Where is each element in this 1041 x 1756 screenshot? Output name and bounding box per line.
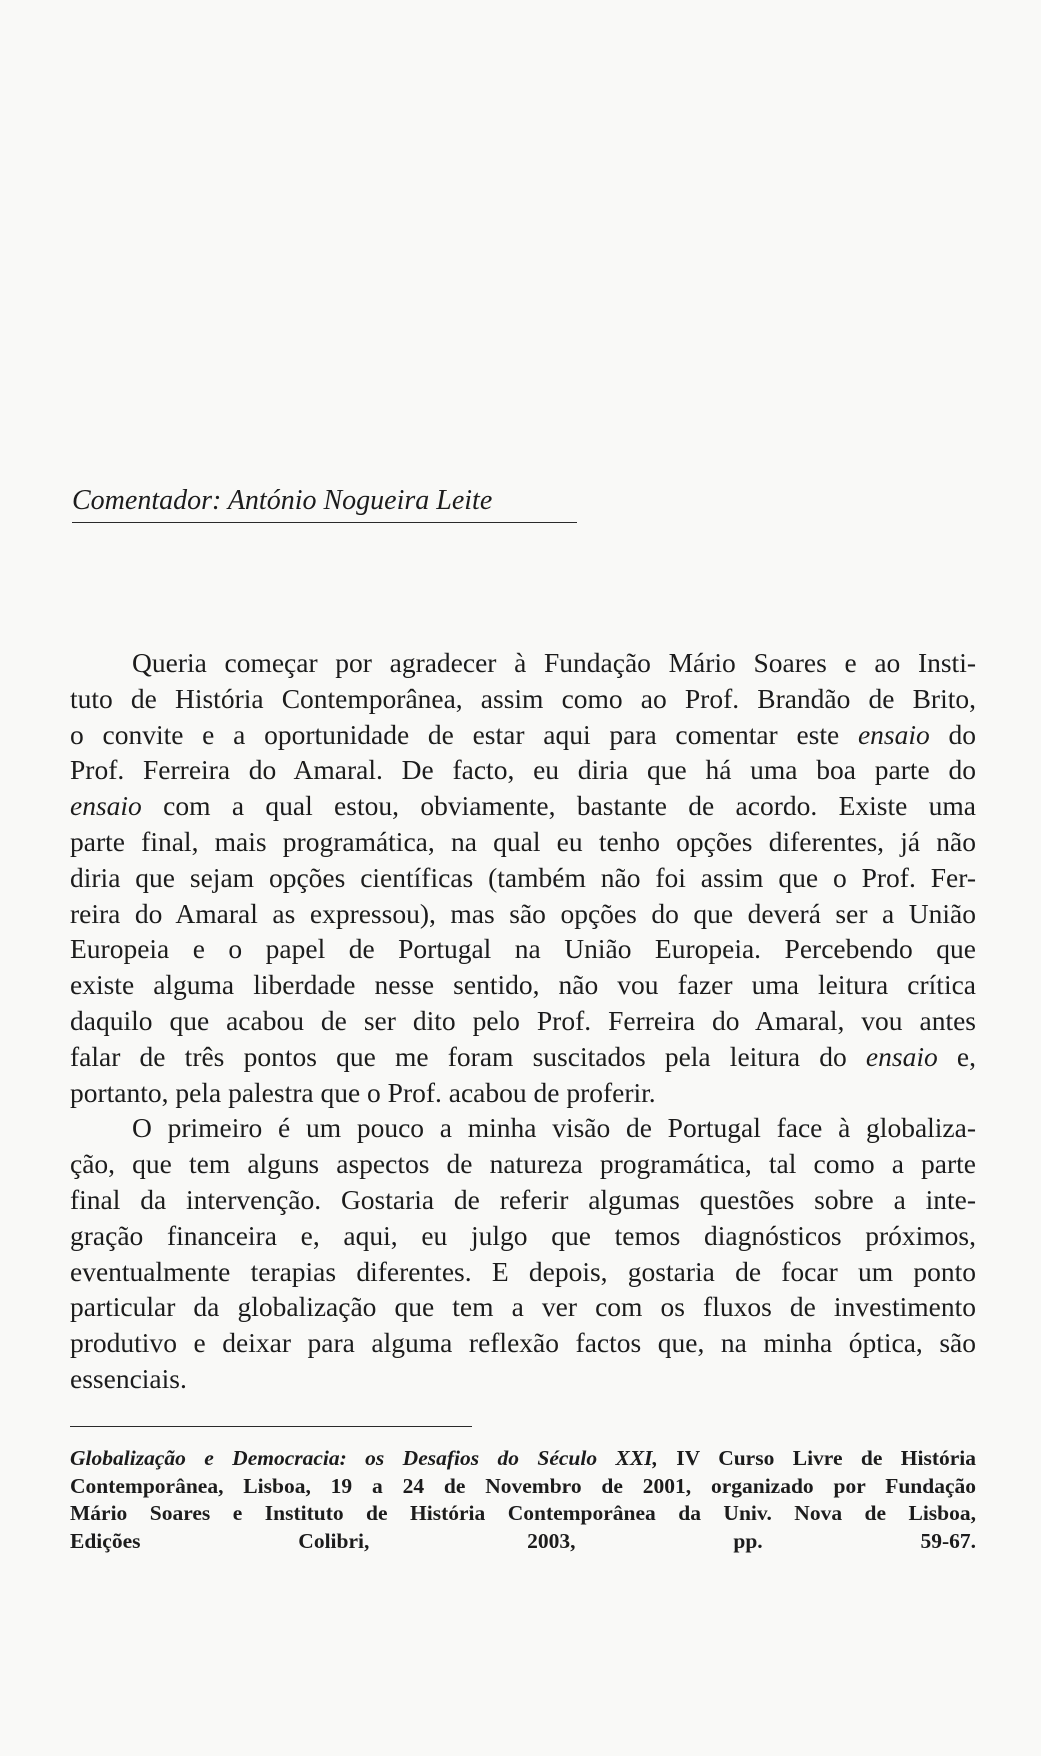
emphasis-word: ensaio	[70, 790, 142, 822]
emphasis-word: ensaio	[857, 718, 930, 750]
body-line: final da intervenção. Gostaria de referir algumas questões sobre a inte-	[70, 1183, 976, 1215]
footnote-line: Contemporânea, Lisboa, 19 a 24 de Novembro de 2001, organizado por Fundação	[70, 1473, 976, 1498]
footnote-line: Edições Colibri, 2003, pp. 59-67.	[70, 1528, 976, 1553]
body-line: particular da globalização que tem a ver com os fluxos de investimento	[70, 1291, 976, 1323]
article-body	[70, 645, 976, 1397]
body-line: parte final, mais programática, na qual eu tenho opções diferentes, já não	[70, 825, 976, 857]
body-line: Prof. Ferreira do Amaral. De facto, eu diria que há uma boa parte do	[70, 754, 976, 786]
body-line: O primeiro é um pouco a minha visão de Portugal face à globaliza-	[132, 1112, 976, 1144]
body-line: produtivo e deixar para alguma reflexão factos que, na minha óptica, são	[70, 1327, 976, 1359]
emphasis-word: ensaio	[865, 1040, 938, 1072]
footnote-line-rest: IV Curso Livre de História	[657, 1446, 976, 1470]
body-line: o convite e a oportunidade de estar aqui para comentar este ensaio do	[70, 718, 977, 750]
body-line: Queria começar por agradecer à Fundação Mário Soares e ao Insti-	[132, 647, 976, 678]
footnote-line: Mário Soares e Instituto de História Contemporânea da Univ. Nova de Lisboa,	[70, 1501, 976, 1525]
body-line: diria que sejam opções científicas (também não foi assim que o Prof. Fer-	[70, 861, 976, 893]
body-line: Europeia e o papel de Portugal na União Europeia. Percebendo que	[70, 933, 976, 965]
body-line: portanto, pela palestra que o Prof. acabou de proferir.	[70, 1076, 656, 1108]
body-line: gração financeira e, aqui, eu julgo que temos diagnósticos próximos,	[70, 1219, 976, 1251]
footnote-book-title: Globalização e Democracia: os Desafios do Século XXI,	[70, 1446, 658, 1470]
body-line: eventualmente terapias diferentes. E depois, gostaria de focar um ponto	[70, 1255, 976, 1287]
body-line: essenciais.	[70, 1362, 187, 1394]
body-line: tuto de História Contemporânea, assim como ao Prof. Brandão de Brito,	[70, 682, 976, 714]
body-line: falar de três pontos que me foram suscitados pela leitura do ensaio e,	[70, 1040, 976, 1072]
footnote-divider	[70, 1426, 472, 1427]
footnote	[70, 1445, 976, 1555]
body-line: daquilo que acabou de ser dito pelo Prof. Ferreira do Amaral, vou antes	[70, 1004, 976, 1036]
page-title: Comentador: António Nogueira Leite	[72, 484, 577, 523]
body-line: ensaio com a qual estou, obviamente, bastante de acordo. Existe uma	[70, 790, 976, 822]
footnote-line	[70, 1445, 976, 1473]
body-line: reira do Amaral as expressou), mas são opções do que deverá ser a União	[70, 897, 976, 929]
body-line: existe alguma liberdade nesse sentido, não vou fazer uma leitura crítica	[70, 969, 976, 1001]
body-line: ção, que tem alguns aspectos de natureza programática, tal como a parte	[70, 1148, 976, 1180]
